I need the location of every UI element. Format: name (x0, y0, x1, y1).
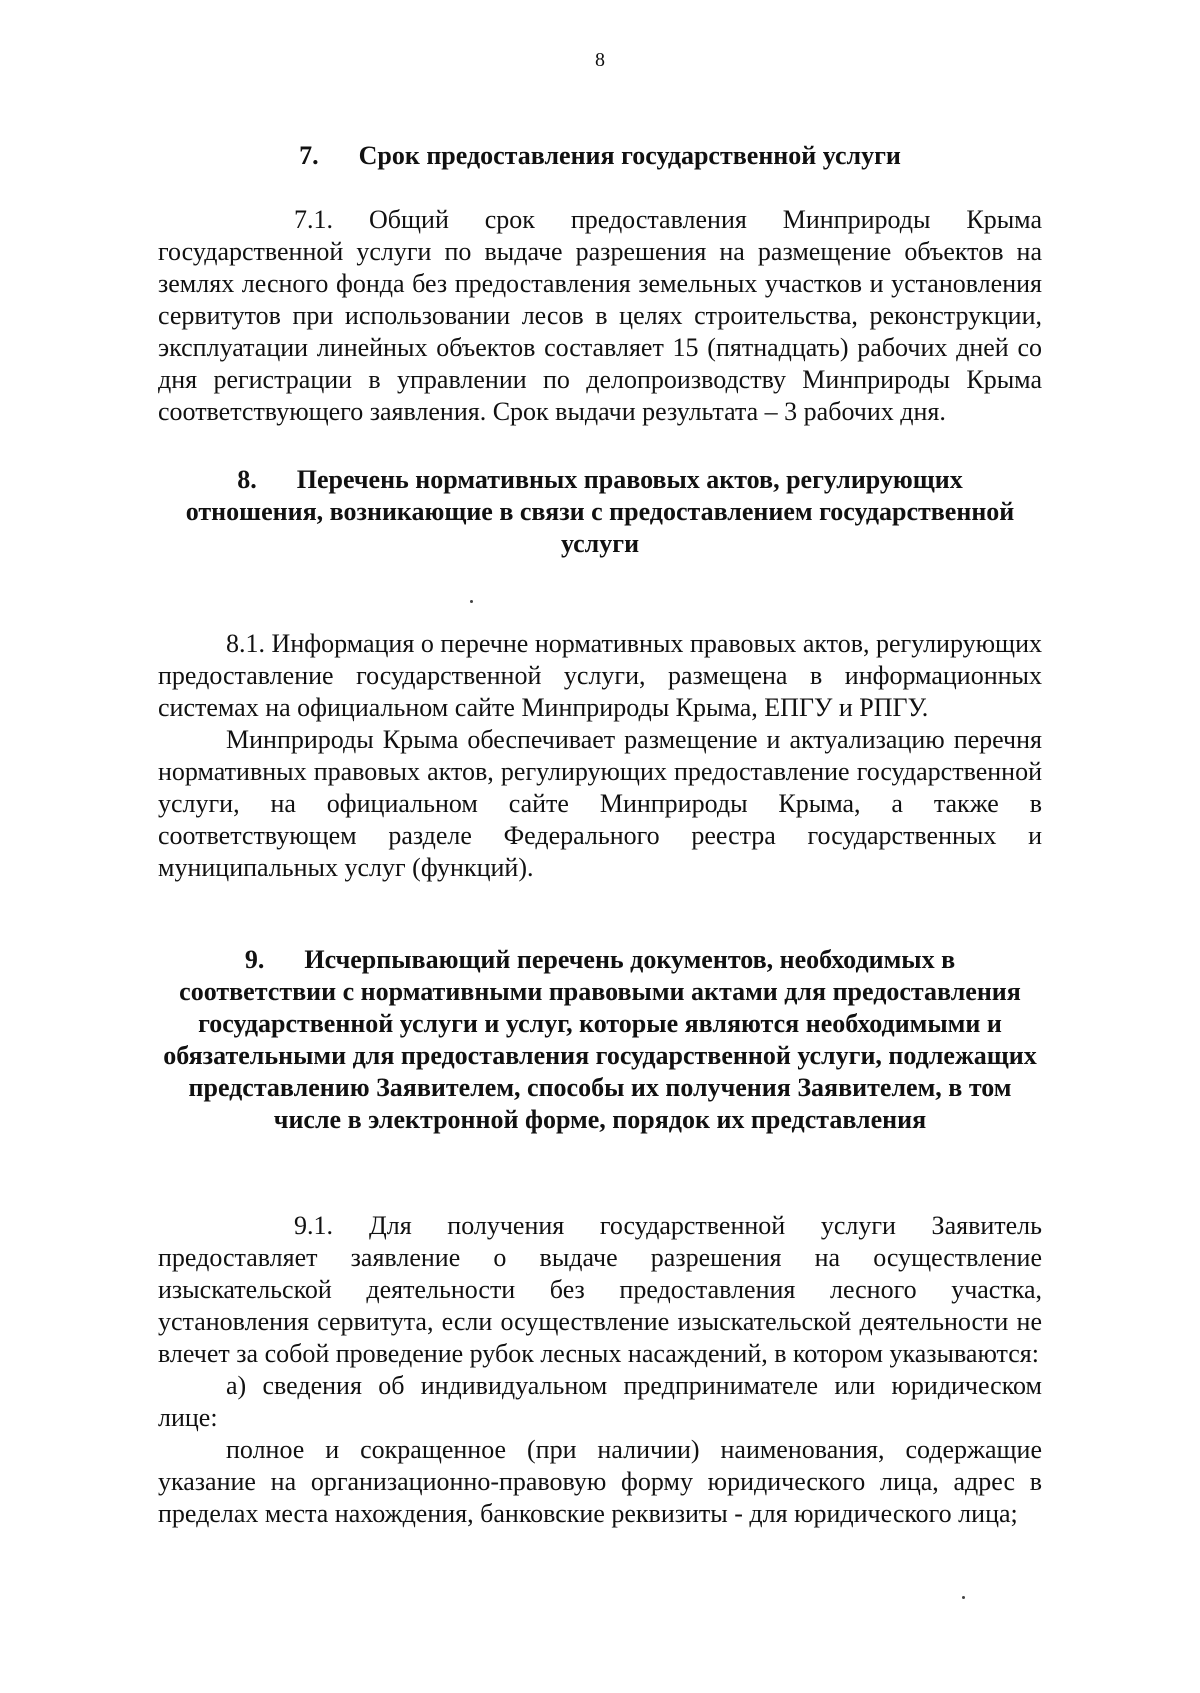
section-9-title-line-5: представлению Заявителем, способы их получения Заявителем, в том (188, 1073, 1012, 1102)
paragraph-9-1 (158, 1210, 1042, 1370)
paragraph-8-2: Минприроды Крыма обеспечивает размещение и актуализацию перечня нормативных правовых актов, регулирующих предоставление государственной услуги, на официальном сайте Минприроды Крыма, а также в соответствующем разделе Федерального реестра государственных и муниципальных услуг (функций). (158, 725, 1042, 882)
paragraph-8-1: 8.1. Информация о перечне нормативных правовых актов, регулирующих предоставление государственной услуги, размещена в информационных системах на официальном сайте Минприроды Крыма, ЕПГУ и РПГУ. (158, 629, 1042, 722)
paragraph-9-1-a: а) сведения об индивидуальном предпринимателе или юридическом лице: (158, 1371, 1042, 1432)
paragraph-9-1-text: Для получения государственной услуги Заявитель предоставляет заявление о выдаче разрешения на осуществление изыскательской деятельности без предоставления лесного участка, установления сервитута, если осуществление изыскательской деятельности не влечет за собой проведение рубок лесных насаждений, в котором указываются: (158, 1211, 1042, 1368)
paragraph-9-1-a-details: полное и сокращенное (при наличии) наименования, содержащие указание на организационно-правовую форму юридического лица, адрес в пределах места нахождения, банковские реквизиты - для юридического лица; (158, 1435, 1042, 1528)
section-7-title: Срок предоставления государственной услуги (358, 141, 901, 170)
section-9-title-line-2: соответствии с нормативными правовыми актами для предоставления (179, 977, 1021, 1006)
paragraph-9-1-number: 9.1. (294, 1211, 333, 1240)
section-8-heading (158, 464, 1042, 560)
section-9-title-line-3: государственной услуги и услуг, которые являются необходимыми и (198, 1009, 1002, 1038)
page-number: 8 (595, 49, 605, 71)
scan-speck (470, 600, 473, 603)
section-8-title-line-3: услуги (560, 529, 640, 558)
section-7-body (158, 204, 1042, 428)
scan-speck (962, 1596, 965, 1599)
section-9-title-line-1-text: Исчерпывающий перечень документов, необходимых в (304, 945, 956, 974)
section-9-title-line-6: числе в электронной форме, порядок их представления (273, 1105, 927, 1134)
paragraph-7-1 (158, 204, 1042, 428)
section-7-number: 7. (299, 141, 319, 170)
section-9-body (158, 1210, 1042, 1530)
section-9-title-line-4: обязательными для предоставления государственной услуги, подлежащих (163, 1041, 1037, 1070)
section-9-number: 9. (244, 945, 265, 974)
section-8-title-line-1-text: Перечень нормативных правовых актов, регулирующих (296, 465, 963, 494)
section-8-number: 8. (237, 465, 257, 494)
section-8-title-line-2: отношения, возникающие в связи с предоставлением государственной (185, 497, 1015, 526)
section-7-heading (158, 140, 1042, 172)
section-8-body (158, 628, 1042, 884)
paragraph-7-1-number: 7.1. (294, 205, 333, 234)
section-9-heading (158, 944, 1042, 1136)
section-8-title-line-1 (158, 464, 1042, 496)
paragraph-7-1-text: Общий срок предоставления Минприроды Крыма государственной услуги по выдаче разрешения на размещение объектов на землях лесного фонда без предоставления земельных участков и установления сервитутов при использовании лесов в целях строительства, реконструкции, эксплуатации линейных объектов составляет 15 (пятнадцать) рабочих дней со дня регистрации в управлении по делопроизводству Минприроды Крыма соответствующего заявления. Срок выдачи результата – 3 рабочих дня. (158, 205, 1042, 426)
section-9-title-line-1 (158, 944, 1042, 976)
